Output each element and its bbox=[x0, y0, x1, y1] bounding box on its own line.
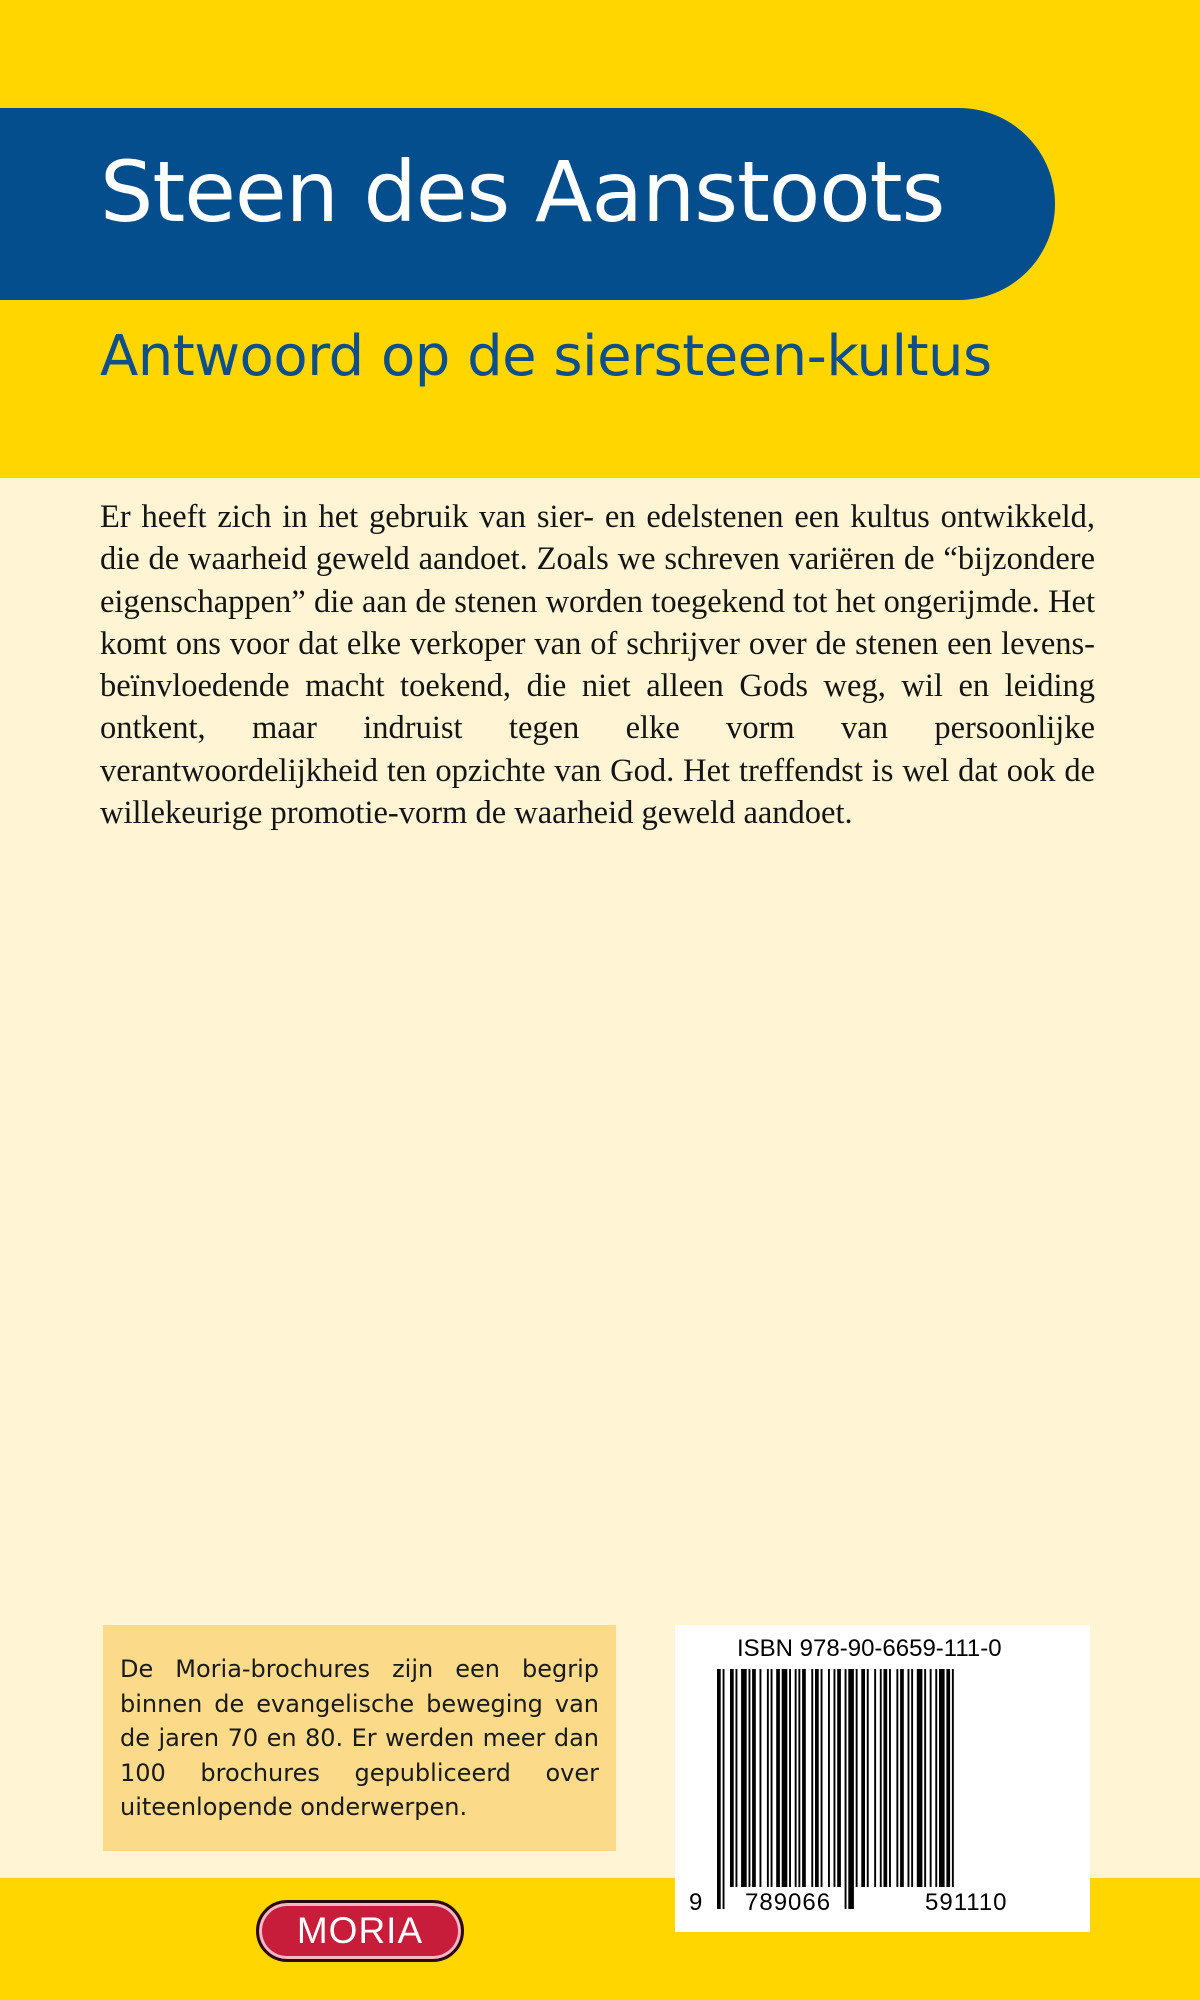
barcode-bar bbox=[776, 1669, 780, 1887]
barcode-bar bbox=[867, 1669, 869, 1887]
barcode-bar bbox=[767, 1669, 769, 1887]
barcode-bar bbox=[741, 1669, 747, 1887]
barcode-bar bbox=[874, 1669, 876, 1887]
barcode-bar bbox=[939, 1669, 945, 1887]
publisher-logo bbox=[256, 1900, 464, 1962]
barcode-bar bbox=[815, 1669, 819, 1887]
publisher-logo-text: MORIA bbox=[296, 1910, 424, 1951]
book-title: Steen des Aanstoots bbox=[100, 143, 945, 241]
barcode-bar bbox=[736, 1669, 738, 1887]
barcode-bar bbox=[952, 1669, 954, 1887]
barcode-panel bbox=[675, 1625, 1090, 1932]
barcode-bar bbox=[717, 1669, 721, 1909]
barcode-digit-first: 9 bbox=[689, 1889, 703, 1916]
barcode-bar bbox=[723, 1669, 725, 1909]
barcode-bar bbox=[856, 1669, 858, 1887]
barcode-bar bbox=[771, 1669, 773, 1887]
barcode-bar bbox=[802, 1669, 806, 1887]
series-info-text: De Moria-brochures zijn een begrip binnen de evangelische beweging van de jaren 70 en 80. Er werden meer dan 100 brochures gepubliceerd over uiteenlopende onderwerpen. bbox=[120, 1655, 599, 1821]
isbn-label: ISBN 978-90-6659-111-0 bbox=[737, 1635, 1002, 1662]
barcode-bar bbox=[760, 1669, 762, 1887]
barcode-bar bbox=[884, 1669, 888, 1887]
series-info-box bbox=[103, 1625, 616, 1851]
barcode-digits-right: 591110 bbox=[925, 1889, 1008, 1916]
barcode-bar bbox=[946, 1669, 950, 1887]
barcode-bar bbox=[900, 1669, 904, 1887]
barcode-bar bbox=[798, 1669, 800, 1887]
barcode-bar bbox=[861, 1669, 865, 1887]
barcode-bar bbox=[828, 1669, 830, 1887]
barcode-bar bbox=[911, 1669, 913, 1887]
barcode-digits-left: 789066 bbox=[745, 1889, 832, 1916]
barcode-bar bbox=[811, 1669, 813, 1887]
blurb-text: Er heeft zich in het gebruik van sier- en edelstenen een kultus ontwikkeld, die de waarheid geweld aandoet. Zoals we schreven variëren de “bijzondere eigenschappen” die aan de stenen worden toegekend tot het ongerijmde. Het komt ons voor dat elke verkoper van of schrijver over de stenen een levens-beïnvloedende macht toekend, die niet alleen Gods weg, wil en leiding ontkent, maar indruist tegen elke vorm van persoonlijke verantwoordelijkheid ten opzichte van God. Het treffendst is wel dat ook de willekeurige promotie-vorm de waarheid geweld aandoet. bbox=[100, 499, 1095, 832]
barcode-icon bbox=[675, 1625, 1090, 1932]
barcode-bar bbox=[908, 1669, 910, 1887]
barcode-bar bbox=[935, 1669, 937, 1887]
barcode-bar bbox=[837, 1669, 841, 1887]
barcode-bar bbox=[917, 1669, 923, 1887]
barcode-bar bbox=[924, 1669, 926, 1887]
barcode-bar bbox=[730, 1669, 734, 1887]
barcode-bar bbox=[896, 1669, 898, 1887]
barcode-bar bbox=[821, 1669, 823, 1887]
barcode-bar bbox=[930, 1669, 932, 1887]
barcode-bar bbox=[848, 1669, 854, 1909]
barcode-bar bbox=[845, 1669, 847, 1909]
barcode-bar bbox=[889, 1669, 891, 1887]
barcode-bar bbox=[795, 1669, 797, 1887]
barcode-bar bbox=[752, 1669, 756, 1887]
barcode-bar bbox=[749, 1669, 751, 1887]
barcode-bar bbox=[789, 1669, 791, 1887]
barcode-bar bbox=[782, 1669, 788, 1887]
barcode-bar bbox=[880, 1669, 882, 1887]
book-subtitle: Antwoord op de siersteen-kultus bbox=[100, 324, 992, 389]
barcode-bar bbox=[834, 1669, 836, 1887]
